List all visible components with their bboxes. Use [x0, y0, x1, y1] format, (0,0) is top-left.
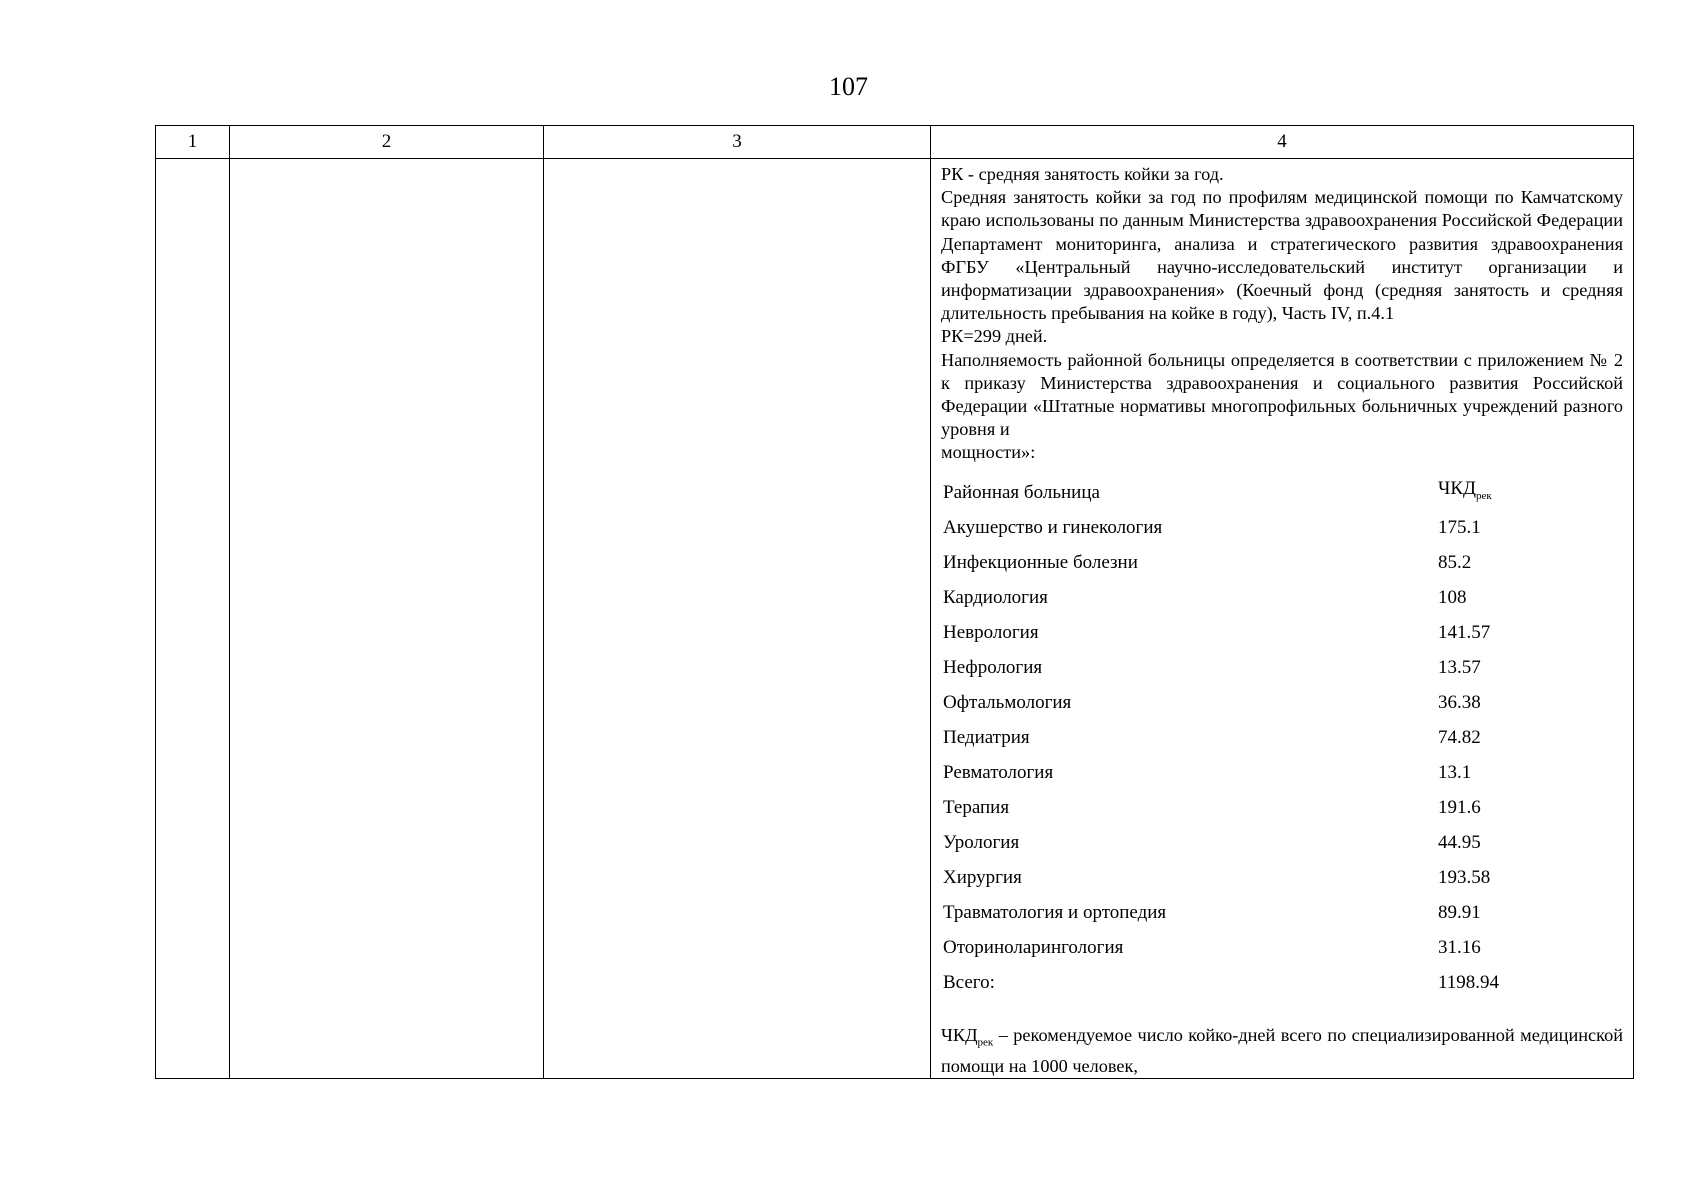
page-number: 107	[829, 72, 868, 101]
column-header-4: 4	[931, 126, 1634, 159]
hospital-row-value: 89.91	[1438, 901, 1481, 923]
hospital-row	[941, 790, 1623, 825]
hospital-row-value: 175.1	[1438, 516, 1481, 538]
hospital-row-value: 141.57	[1438, 621, 1491, 643]
hospital-row-name: Педиатрия	[943, 726, 1030, 748]
fill-paragraph: Наполняемость районной больницы определяется в соответствии с приложением № 2 к приказу Министерства здравоохранения и социального развития Российской Федерации «Штатные нормативы многопрофильных больничных учреждений разного уровня и	[941, 349, 1623, 440]
hospital-row-name: Оториноларингология	[943, 936, 1124, 958]
rk-value: РК=299 дней.	[941, 326, 1048, 347]
cell-col1	[156, 159, 230, 1079]
hospital-row	[941, 580, 1623, 615]
cell-col2	[230, 159, 544, 1079]
hospital-row-name: Терапия	[943, 796, 1010, 818]
table-body-row	[156, 159, 1634, 1079]
hospital-row-value: 193.58	[1438, 866, 1491, 888]
hospital-header-value: $ЧКД_{рек}$	[1438, 477, 1492, 502]
hospital-header-name: Районная больница	[943, 481, 1100, 503]
hospital-row	[941, 965, 1623, 1000]
hospital-row	[941, 895, 1623, 930]
hospital-row-value: 74.82	[1438, 726, 1481, 748]
column-header-1: 1	[156, 126, 230, 159]
cell-col3	[544, 159, 931, 1079]
hospital-row-name: Кардиология	[943, 586, 1048, 608]
hospital-row	[941, 650, 1623, 685]
hospital-row	[941, 930, 1623, 965]
column-header-3: 3	[544, 126, 931, 159]
source-paragraph: Средняя занятость койки за год по профилям медицинской помощи по Камчатскому краю использованы по данным Министерства здравоохранения Российской Федерации Департамент мониторинга, анализа и стратегического развития здравоохранения ФГБУ «Центральный научно-исследовательский институт организации и информатизации здравоохранения» (Коечный фонд (средняя занятость и средняя длительность пребывания на койке в году), Часть IV, п.4.1	[941, 187, 1623, 324]
hospital-row-name: Травматология и ортопедия	[943, 901, 1167, 923]
hospital-row	[941, 755, 1623, 790]
hospital-row-value: 31.16	[1438, 936, 1481, 958]
fill-paragraph-end: мощности»:	[941, 442, 1036, 463]
hospital-row	[941, 615, 1623, 650]
hospital-row-name: Инфекционные болезни	[943, 551, 1138, 573]
hospital-row	[941, 510, 1623, 545]
hospital-row-name: Офтальмология	[943, 691, 1072, 713]
chkd-note: $ЧКД_{рек}$ – рекомендуемое число койко-дней всего по специализированной медицинской помощи на 1000 человек,	[941, 1024, 1623, 1076]
hospital-row-value: 36.38	[1438, 691, 1481, 713]
hospital-row-name: Неврология	[943, 621, 1039, 643]
hospital-row-name: Ревматология	[943, 761, 1054, 783]
hospital-row-value: 85.2	[1438, 551, 1472, 573]
table-header-row	[156, 126, 1634, 159]
col4-content	[931, 159, 1633, 1078]
hospital-row	[941, 860, 1623, 895]
hospital-row	[941, 545, 1623, 580]
hospital-row-name: Всего:	[943, 971, 995, 993]
district-hospital-table	[941, 475, 1623, 1000]
hospital-row	[941, 685, 1623, 720]
hospital-row-value: 108	[1438, 586, 1467, 608]
hospital-row-name: Хирургия	[943, 866, 1022, 888]
hospital-row-name: Акушерство и гинекология	[943, 516, 1163, 538]
document-table	[155, 125, 1634, 1079]
hospital-row	[941, 825, 1623, 860]
hospital-row-value: 44.95	[1438, 831, 1481, 853]
column-header-2: 2	[230, 126, 544, 159]
hospital-row-name: Нефрология	[943, 656, 1043, 678]
hospital-row-value: 13.57	[1438, 656, 1481, 678]
hospital-row-value: 1198.94	[1438, 971, 1500, 993]
hospital-row-value: 191.6	[1438, 796, 1481, 818]
hospital-row-name: Урология	[943, 831, 1020, 853]
rk-definition: РК - средняя занятость койки за год.	[941, 164, 1224, 184]
hospital-table-header	[941, 475, 1623, 510]
hospital-row	[941, 720, 1623, 755]
cell-col4	[931, 159, 1634, 1079]
hospital-row-value: 13.1	[1438, 761, 1472, 783]
